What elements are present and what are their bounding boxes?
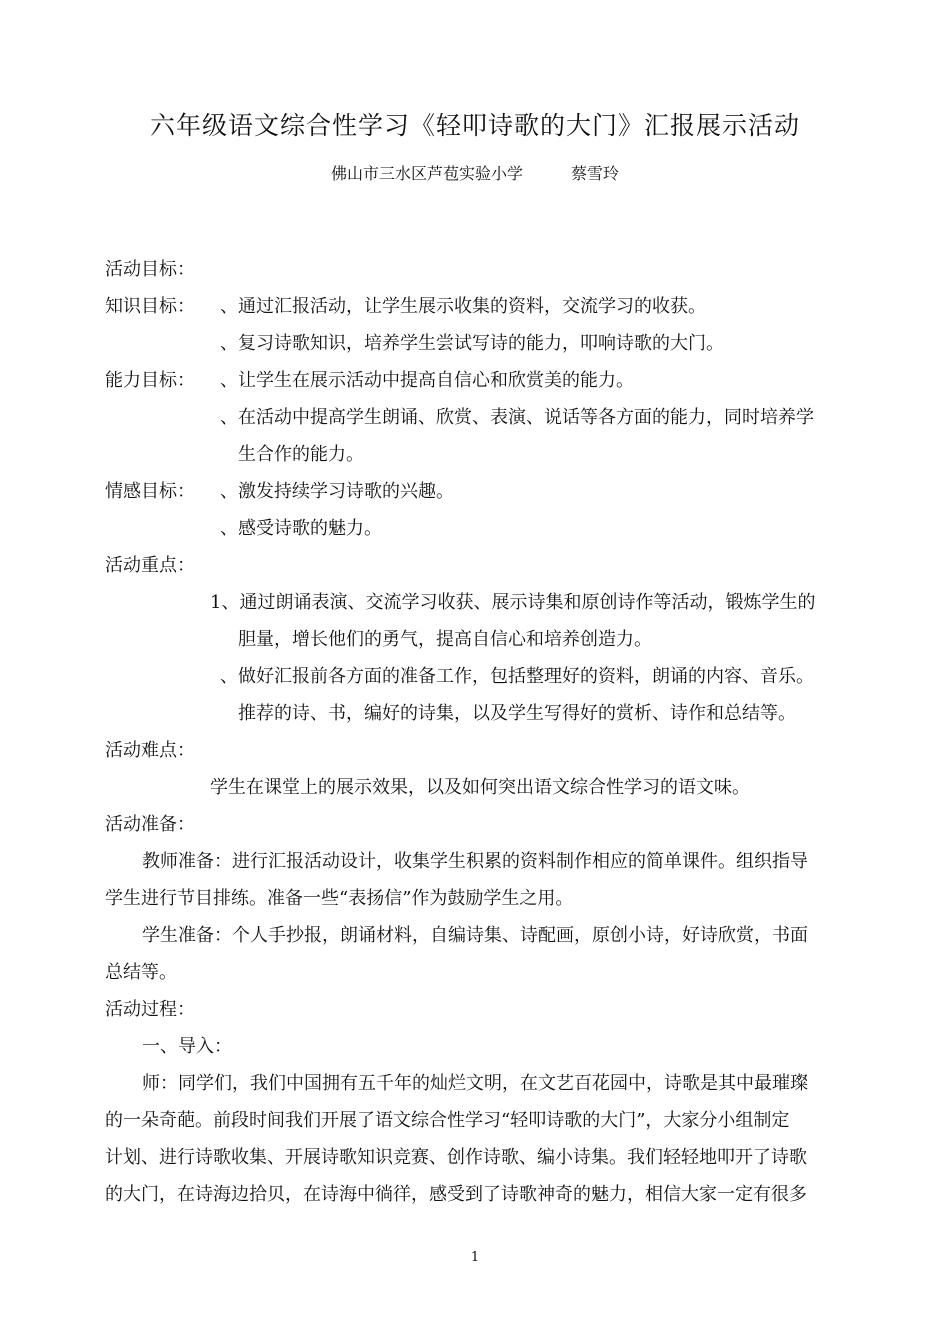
knowledge-label: 知识目标： xyxy=(105,296,195,317)
teacher-preparation: 教师准备：进行汇报活动设计，收集学生积累的资料制作相应的简单课件。组织指导 xyxy=(142,851,808,872)
emotion-item-1: 、激发持续学习诗歌的兴趣。 xyxy=(220,481,454,502)
author-name: 蔡雪玲 xyxy=(571,164,620,183)
process-paragraph-line: 计划、进行诗歌收集、开展诗歌知识竞赛、创作诗歌、编小诗集。我们轻轻地叩开了诗歌 xyxy=(105,1147,807,1168)
process-paragraph-line: 的大门，在诗海边拾贝，在诗海中徜徉，感受到了诗歌神奇的魅力，相信大家一定有很多 xyxy=(105,1184,807,1205)
page-number: 1 xyxy=(470,1250,480,1265)
focus-item-1-cont: 胆量，增长他们的勇气，提高自信心和培养创造力。 xyxy=(238,629,652,650)
author-line xyxy=(0,161,950,184)
focus-heading: 活动重点： xyxy=(105,555,195,576)
difficulty-text: 学生在课堂上的展示效果，以及如何突出语文综合性学习的语文味。 xyxy=(210,777,750,798)
focus-item-1: 1、通过朗诵表演、交流学习收获、展示诗集和原创诗作等活动，锻炼学生的 xyxy=(210,592,816,613)
focus-item-2-cont: 推荐的诗、书，编好的诗集，以及学生写得好的赏析、诗作和总结等。 xyxy=(238,703,796,724)
objectives-heading: 活动目标： xyxy=(105,259,195,280)
school-name: 佛山市三水区芦苞实验小学 xyxy=(330,164,523,183)
document-title: 六年级语文综合性学习《轻叩诗歌的大门》汇报展示活动 xyxy=(149,111,800,140)
knowledge-item-2: 、复习诗歌知识，培养学生尝试写诗的能力，叩响诗歌的大门。 xyxy=(220,333,724,354)
student-preparation: 学生准备：个人手抄报，朗诵材料，自编诗集、诗配画，原创小诗，好诗欣赏，书面 xyxy=(142,925,808,946)
process-heading: 活动过程： xyxy=(105,999,195,1020)
ability-item-1: 、让学生在展示活动中提高自信心和欣赏美的能力。 xyxy=(220,370,634,391)
emotion-label: 情感目标： xyxy=(105,481,195,502)
ability-label: 能力目标： xyxy=(105,370,195,391)
process-step-1: 一、导入： xyxy=(142,1036,232,1057)
difficulty-heading: 活动难点： xyxy=(105,740,195,761)
teacher-preparation-cont: 学生进行节目排练。准备一些“表扬信”作为鼓励学生之用。 xyxy=(105,888,574,909)
knowledge-item-1: 、通过汇报活动，让学生展示收集的资料，交流学习的收获。 xyxy=(220,296,706,317)
process-paragraph-line: 师：同学们，我们中国拥有五千年的灿烂文明，在文艺百花园中，诗歌是其中最璀璨 xyxy=(142,1073,808,1094)
process-paragraph-line: 的一朵奇葩。前段时间我们开展了语文综合性学习“轻叩诗歌的大门”，大家分小组制定 xyxy=(105,1110,790,1131)
ability-item-2: 、在活动中提高学生朗诵、欣赏、表演、说话等各方面的能力，同时培养学 xyxy=(220,407,814,428)
student-preparation-cont: 总结等。 xyxy=(105,962,177,983)
emotion-item-2: 、感受诗歌的魅力。 xyxy=(220,518,382,539)
ability-item-2-cont: 生合作的能力。 xyxy=(238,444,364,465)
focus-item-2: 、做好汇报前各方面的准备工作，包括整理好的资料，朗诵的内容、音乐。 xyxy=(220,666,814,687)
preparation-heading: 活动准备： xyxy=(105,814,195,835)
